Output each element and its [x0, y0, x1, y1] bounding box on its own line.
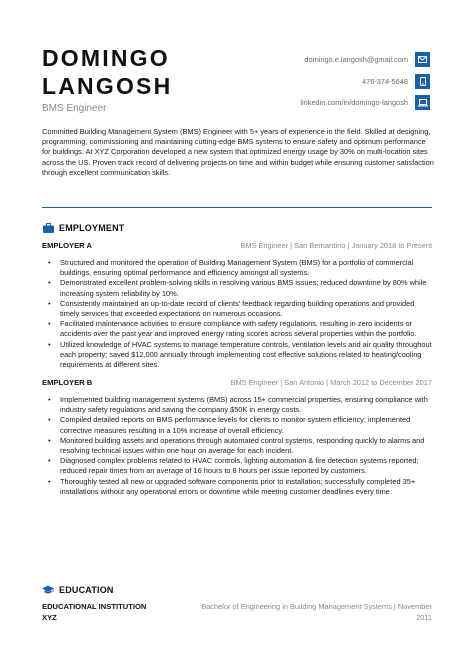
employer-name: EMPLOYER A	[42, 241, 92, 250]
education-title: EDUCATION	[59, 585, 114, 595]
phone-icon	[415, 74, 430, 89]
bullet-item: • Thoroughly tested all new or upgraded software components prior to installation; successfully completed 35+ installations without any operational errors or downtime while meeting customer deadlines every time.	[42, 477, 432, 497]
bullet-item: • Diagnosed complex problems related to HVAC controls, lighting automation & fire detection systems reported; reduced repair times from an average of 16 hours to 8 hours per issue reported by customers.	[42, 456, 432, 476]
job-bullets	[42, 395, 432, 497]
employment-heading	[42, 222, 125, 234]
institution-name: EDUCATIONAL INSTITUTION XYZ	[42, 602, 147, 622]
briefcase-icon	[42, 222, 54, 234]
bullet-item: • Utilized knowledge of HVAC systems to manage temperature controls, ventilation levels and air quality throughout each property; saved $12,000 annually through implementing cost effective solutions related to heating/cooling requirements at different sites.	[42, 340, 432, 371]
education-heading	[42, 584, 114, 596]
contact-phone-row	[210, 74, 430, 89]
envelope-icon	[415, 52, 430, 67]
linkedin-text[interactable]: linkedin.com/in/domingo-langosh	[300, 98, 408, 107]
bullet-item: • Compiled detailed reports on BMS performance levels for clients to monitor system efficiency; implemented corrective measures resulting in a 10% increase of overall efficiency.	[42, 415, 432, 435]
employer-name: EMPLOYER B	[42, 378, 93, 387]
employment-title: EMPLOYMENT	[59, 223, 125, 233]
job-entry	[42, 241, 432, 370]
bullet-item: • Facilitated maintenance activities to ensure compliance with safety regulations, resulting in zero incidents or accidents over the past year and improved energy rating scores across several properties within the portfolio.	[42, 319, 432, 339]
education-entry	[42, 601, 432, 623]
job-header	[42, 241, 432, 253]
bullet-item: • Consistently maintained an up-to-date record of clients' feedback regarding building operations and provided timely services that exceeded expectations on numerous occasions.	[42, 299, 432, 319]
email-text[interactable]: domingo.e.langosh@gmail.com	[304, 55, 408, 64]
job-bullets	[42, 258, 432, 370]
job-meta: BMS Engineer | San Bernardino | January 2018 to Present	[240, 241, 432, 250]
first-name: DOMINGO	[42, 45, 170, 71]
bullet-item: • Monitored building assets and operations through automated control systems, responding quickly to alarms and resolving technical issues within one hour on average for each incident.	[42, 436, 432, 456]
section-divider	[42, 207, 432, 208]
phone-text[interactable]: 476-374-5648	[361, 76, 408, 86]
job-entry	[42, 378, 432, 497]
contact-block	[210, 52, 430, 117]
bullet-item: • Demonstrated excellent problem-solving skills in resolving various BMS issues; reduced downtime by 80% while increasing system reliability by 10%.	[42, 278, 432, 298]
job-title: BMS Engineer	[42, 103, 107, 114]
job-header	[42, 378, 432, 390]
last-name: LANGOSH	[42, 73, 173, 99]
bullet-item: • Implemented building management systems (BMS) across 15+ commercial properties, ensuring compliance with industry safety regulations and saving the company $50K in energy costs.	[42, 395, 432, 415]
candidate-name	[42, 44, 172, 100]
bullet-item: • Structured and monitored the operation of Building Management System (BMS) for a portfolio of commercial buildings, ensuring optimal performance and efficiency amongst all systems.	[42, 258, 432, 278]
laptop-icon	[415, 95, 430, 110]
job-meta: BMS Engineer | San Antonio | March 2012 to December 2017	[230, 378, 432, 387]
contact-email-row	[210, 52, 430, 67]
graduation-cap-icon	[42, 584, 54, 596]
contact-linkedin-row	[210, 95, 430, 110]
degree-text: Bachelor of Engineering in Building Management Systems | November 2011	[201, 602, 432, 622]
professional-summary: Committed Building Management System (BMS) Engineer with 5+ years of experience in the field. Skilled at designing, programming, commissioning and maintaining cutting-edge BMS systems to ensure safety and optimum performance for buildings. At XYZ Corporation developed a new system that optimized energy usage by 30% on multi-location sites across the US. Proven track record of delivering projects on time and within budget while ensuring customer satisfaction through excellent communication skills.	[42, 127, 434, 177]
